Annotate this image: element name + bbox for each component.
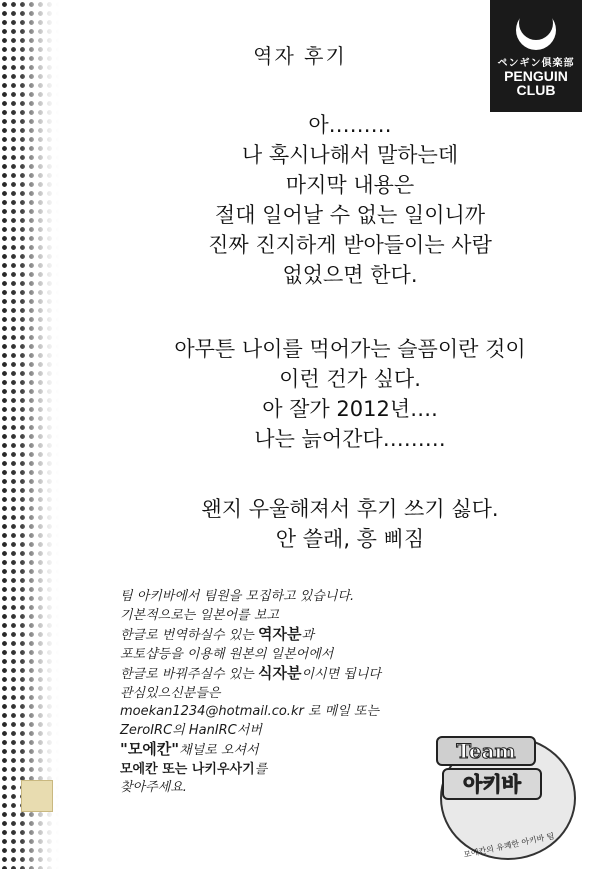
watermark-logo	[4, 780, 70, 856]
recruit-text: 과	[301, 628, 315, 643]
afterword-line: 진짜 진지하게 받아들이는 사람	[208, 233, 492, 257]
logo-penguin-text: PENGUIN	[504, 68, 568, 84]
recruit-line: 기본적으로는 일본어를 보고	[120, 607, 279, 623]
afterword-line: 안 쓸래, 흥 삐짐	[275, 527, 425, 551]
afterword-line: 나 혹시나해서 말하는데	[241, 143, 459, 167]
logo-club-text: CLUB	[516, 82, 556, 98]
logo-jp-text: ペンギン倶楽部	[497, 58, 575, 69]
afterword-line: 없었으면 한다.	[282, 263, 418, 287]
contact-names: 모에칸 또는 나키우사기	[120, 761, 255, 777]
channel-name: "모에칸"	[120, 740, 180, 758]
page-title: 역자 후기	[253, 44, 347, 68]
recruit-line: 팀 아키바에서 팀원을 모집하고 있습니다.	[120, 589, 355, 604]
recruit-line: 포토샵등을 이용해 원본의 일본어에서	[120, 646, 334, 662]
afterword-block-1	[120, 110, 580, 290]
translator-highlight: 역자분	[257, 625, 302, 643]
recruit-text: 를	[254, 761, 268, 777]
afterword-line: 이런 건가 싶다.	[279, 367, 421, 391]
afterword-line: 절대 일어날 수 없는 일이니까	[214, 203, 486, 227]
afterword-line: 아 잘가 2012년….	[262, 397, 438, 421]
afterword-line: 아무튼 나이를 먹어가는 슬픔이란 것이	[174, 337, 526, 361]
badge-akiba-label: 아키바	[442, 768, 542, 800]
badge-motto: 모에칸의 유쾌한 아키바 팀	[462, 831, 556, 860]
badge-team-label: Team	[436, 736, 536, 766]
recruit-line	[120, 625, 560, 646]
afterword-line: 나는 늙어간다………	[254, 427, 446, 451]
recruit-text: 채널로 오셔서	[179, 743, 259, 758]
watermark-icon	[21, 780, 53, 812]
afterword-line: 왠지 우울해져서 후기 쓰기 싫다.	[201, 497, 499, 521]
recruit-line: 찾아주세요.	[120, 780, 187, 795]
afterword-block-2	[120, 334, 580, 454]
afterword-block-3	[120, 494, 580, 554]
recruit-line	[120, 664, 560, 685]
recruit-text: 이시면 됩니다	[301, 667, 381, 682]
recruit-text: 한글로 번역하실수 있는	[120, 628, 258, 643]
recruit-line: 관심있으신분들은	[120, 685, 221, 701]
afterword-line: 아………	[308, 113, 392, 137]
afterword-line: 마지막 내용은	[285, 173, 415, 197]
typesetter-highlight: 식자분	[257, 664, 302, 682]
contact-email: moekan1234@hotmail.co.kr 로 메일 또는	[120, 704, 380, 719]
halftone-fade	[0, 0, 60, 869]
recruit-line: ZeroIRC의 HanIRC서버	[120, 722, 262, 738]
team-akiba-badge	[432, 728, 582, 862]
recruit-text: 한글로 바꿔주실수 있는	[120, 667, 258, 682]
